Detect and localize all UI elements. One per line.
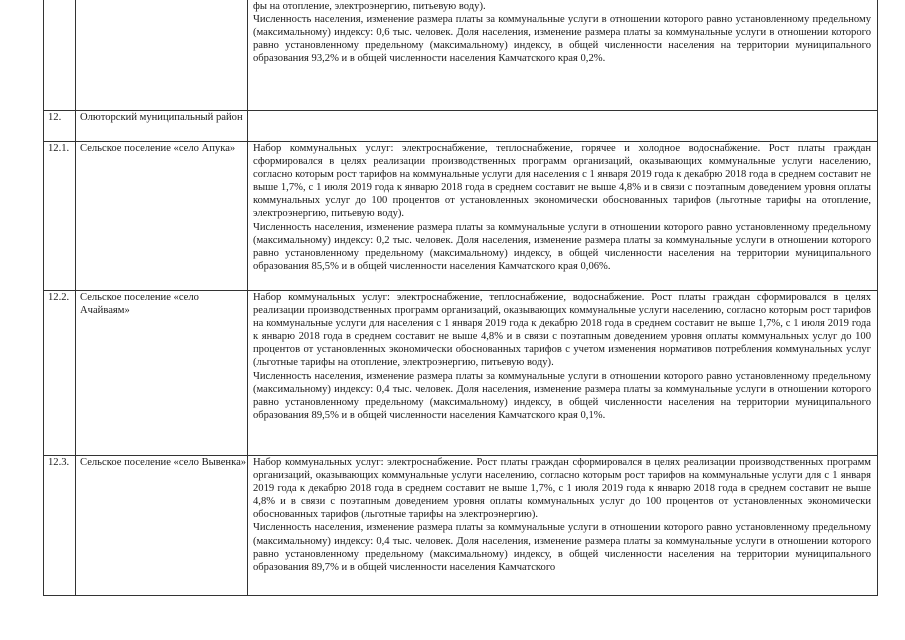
tariff-table — [43, 0, 878, 596]
municipality-name: Олюторский муниципальный район — [76, 111, 248, 142]
table-row — [44, 291, 878, 456]
row-number: 12.2. — [44, 291, 76, 456]
municipality-name: Сельское поселение «село Вывенка» — [76, 456, 248, 596]
row-number: 12.3. — [44, 456, 76, 596]
row-number — [44, 0, 76, 111]
description-paragraph: Набор коммунальных услуг: электроснабжение, теплоснабжение, горячее и холодное водоснабжение. Рост платы граждан сформировался в целях реализации производственных программ организаций, оказывающих коммунальные услуги населению, согласно которым рост тарифов на коммунальные услуги для населения с 1 января 2019 года к декабрю 2018 года в среднем составит не выше 1,7%, с 1 июля 2019 года к январю 2018 года в среднем составит не выше 4,8% и в связи с поэтапным доведением уровня оплаты коммунальных услуг до 100 процентов от установленных экономически обоснованных тарифов (льготные тарифы на отопление, электроэнергию, питьевую воду). — [253, 143, 871, 220]
population-paragraph: Численность населения, изменение размера платы за коммунальные услуги в отношении которого равно установленному предельному (максимальному) индексу: 0,4 тыс. человек. Доля населения, изменение размера платы за коммунальные услуги в отношении которого равно установленному предельному (максимальному) индексу, в общей численности населения на территории муниципального образования 89,5% и в общей численности населения Камчатского края 0,1%. — [253, 370, 871, 421]
municipality-name — [76, 0, 248, 111]
population-paragraph: Численность населения, изменение размера платы за коммунальные услуги в отношении которого равно установленному предельному (максимальному) индексу: 0,4 тыс. человек. Доля населения, изменение размера платы за коммунальные услуги в отношении которого равно установленному предельному (максимальному) индексу, в общей численности населения на территории муниципального образования 89,7% и в общей численности населения Камчатского — [253, 522, 871, 573]
row-description — [248, 142, 878, 291]
table-row — [44, 142, 878, 291]
table-row — [44, 0, 878, 111]
row-description — [248, 0, 878, 111]
description-paragraph: фы на отопление, электроэнергию, питьевую воду). — [253, 1, 486, 12]
description-paragraph: Набор коммунальных услуг: электроснабжение. Рост платы граждан сформировался в целях реализации производственных программ организаций, оказывающих коммунальные услуги населению, согласно которым рост тарифов на коммунальные услуги для с 1 января 2019 года к декабрю 2018 года в среднем составит не выше 1,7%, с 1 июля 2019 года к январю 2018 года в среднем составит не выше 4,8% и в связи с поэтапным доведением уровня оплаты коммунальных услуг до 100 процентов от установленных экономически обоснованных тарифов (льготные тарифы на электроэнергию). — [253, 457, 871, 521]
row-number: 12. — [44, 111, 76, 142]
row-description — [248, 291, 878, 456]
row-description — [248, 456, 878, 596]
population-paragraph: Численность населения, изменение размера платы за коммунальные услуги в отношении которого равно установленному предельному (максимальному) индексу: 0,6 тыс. человек. Доля населения, изменение размера платы за коммунальные услуги в отношении которого равно установленному предельному (максимальному) индексу, в общей численности населения на территории муниципального образования 93,2% и в общей численности населения Камчатского края 0,2%. — [253, 14, 871, 65]
table-row — [44, 456, 878, 596]
row-description — [248, 111, 878, 142]
population-paragraph: Численность населения, изменение размера платы за коммунальные услуги в отношении которого равно установленному предельному (максимальному) индексу: 0,2 тыс. человек. Доля населения, изменение размера платы за коммунальные услуги в отношении которого равно установленному предельному (максимальному) индексу, в общей численности населения на территории муниципального образования 85,5% и в общей численности населения Камчатского края 0,06%. — [253, 221, 871, 272]
municipality-name: Сельское поселение «село Ачайваям» — [76, 291, 248, 456]
row-number: 12.1. — [44, 142, 76, 291]
description-paragraph: Набор коммунальных услуг: электроснабжение, теплоснабжение, водоснабжение. Рост платы граждан сформировался в целях реализации производственных программ организаций, оказывающих коммунальные услуги населению, согласно которым рост тарифов на коммунальные услуги для населения с 1 января 2019 года к декабрю 2018 года в среднем составит не выше 1,7%, с 1 июля 2019 года к январю 2018 года в среднем составит не выше 4,8% и в связи с поэтапным доведением уровня оплаты коммунальных услуг до 100 процентов от установленных экономически обоснованных тарифов с учетом изменения нормативов потребления коммунальных услуг (льготные тарифы на отопление, электроэнергию, питьевую воду). — [253, 292, 871, 369]
municipality-name: Сельское поселение «село Апука» — [76, 142, 248, 291]
table-row — [44, 111, 878, 142]
